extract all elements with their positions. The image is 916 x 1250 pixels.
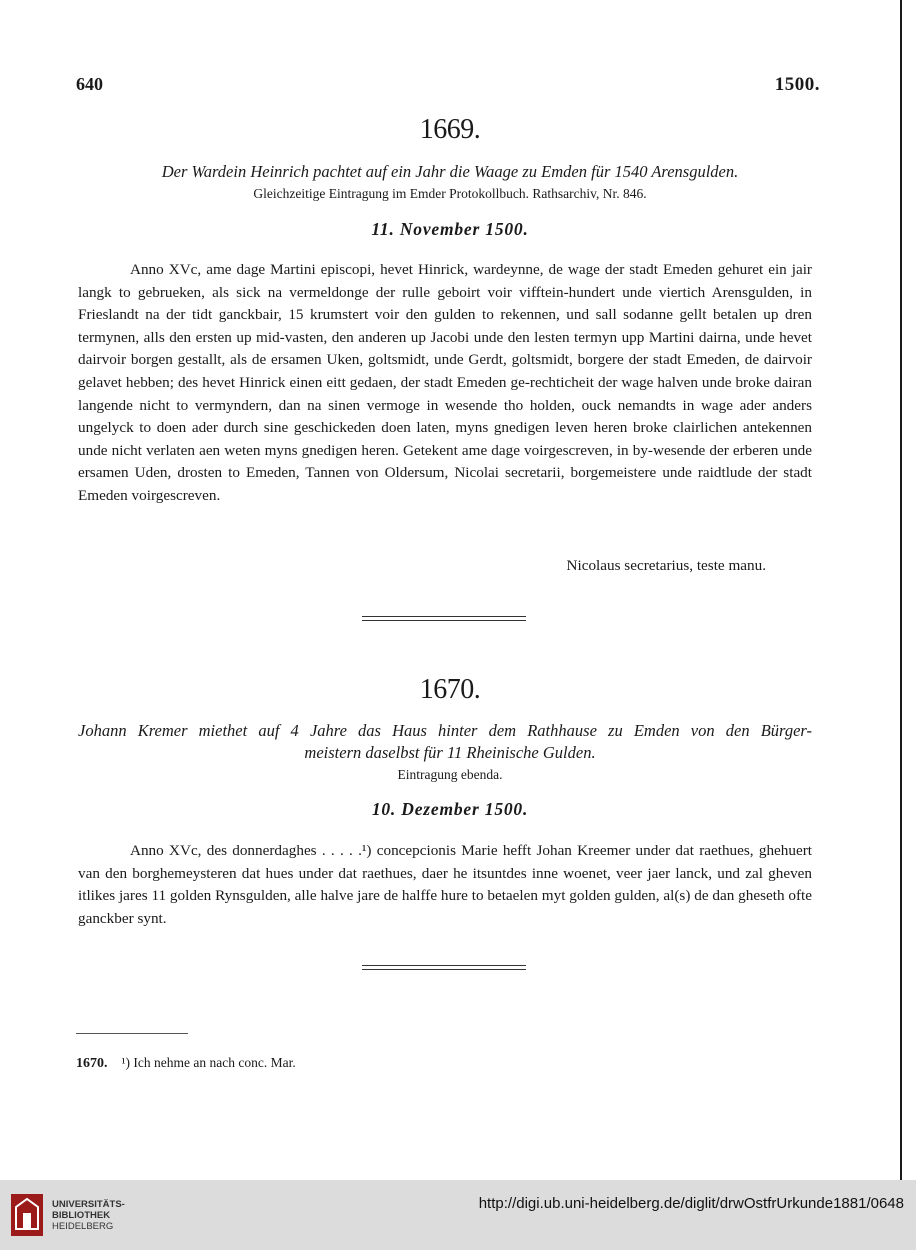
footnote: [76, 1055, 296, 1072]
university-seal-icon[interactable]: [10, 1193, 44, 1237]
library-name[interactable]: [52, 1199, 125, 1232]
document-source-1670: Eintragung ebenda.: [397, 767, 503, 782]
document-paragraph-1670: Anno XVc, des donnerdaghes . . . . .¹) concepcionis Marie hefft Johan Kreemer under dat raethues, ghehuert van den borghemeysteren dat hues under dat raethues, daer he itsuntdes inne woenet, veer jaer lanck, und zal gheven itlikes jares 11 golden Rynsgulden, alle halve jare de halffe hure to betaelen myt golden gulden, al(s) de dan gheseth ofte ganckber synt.: [78, 842, 812, 927]
document-signature-1669: Nicolaus secretarius, teste manu.: [566, 557, 766, 574]
page-number: 640: [76, 74, 103, 94]
document-number-1670: 1670.: [419, 674, 481, 705]
document-summary-1670-line1: Johann Kremer miethet auf 4 Jahre das Haus hinter dem Rathhause zu Emden von den Bürger-: [78, 721, 812, 740]
permalink-url[interactable]: http://digi.ub.uni-heidelberg.de/diglit/drwOstfrUrkunde1881/0648: [478, 1195, 904, 1212]
document-source-1669: Gleichzeitige Eintragung im Emder Protokollbuch. Rathsarchiv, Nr. 846.: [253, 186, 647, 201]
document-text-1670: [78, 840, 812, 930]
section-divider: [362, 965, 526, 970]
footnote-text: ¹) Ich nehme an nach conc. Mar.: [121, 1055, 296, 1070]
document-date-1669: 11. November 1500.: [371, 219, 529, 239]
footnote-number: 1670.: [76, 1056, 108, 1071]
document-text-1669: [78, 259, 812, 508]
running-year: 1500.: [774, 74, 820, 95]
footnote-separator: [76, 1033, 188, 1034]
document-number-1669: 1669.: [419, 114, 481, 145]
viewer-footer: [0, 1180, 916, 1250]
library-name-line3: HEIDELBERG: [52, 1221, 114, 1232]
document-date-1670: 10. Dezember 1500.: [371, 799, 529, 819]
page-edge: [900, 0, 916, 1180]
library-name-line2: BIBLIOTHEK: [52, 1210, 111, 1221]
section-divider: [362, 616, 526, 621]
library-name-line1: UNIVERSITÄTS-: [52, 1199, 125, 1210]
document-summary-1669: Der Wardein Heinrich pachtet auf ein Jahr die Waage zu Emden für 1540 Arensgulden.: [161, 162, 739, 181]
document-paragraph-1669: Anno XVc, ame dage Martini episcopi, hevet Hinrick, wardeynne, de wage der stadt Emeden gehuret ein jair langk to gebrueken, als sick na vermeldonge der rulle geboirt voir vifftein-hundert unde viertich Arensgulden, in Frieslandt na der tidt ganckbair, 15 krumstert voir den gulden to rekennen, und sall sodanne gellt betalen up dren termynen, alls den ersten up mid-vasten, den anderen up Jacobi unde den lesten termyn upp Martini dairna, unde hevet dairvoir borgen gestallt, als de ersamen Uken, goltsmidt, unde Gerdt, goltsmidt, borgere der stadt Emeden, de dairvoir gelavet hebben; des hevet Hinrick einen eitt gedaen, der stadt Emeden ge-rechticheit der wage halven unde broke dairan langende nicht to vermyndern, dan na sinen vermoge in wesende tho holden, ouck nemandts in wage ader anders ungelyck to doen ader durch sine geschickeden doen laten, myns gnedigen leven heren broke clairlichen antekennen unde nicht verlaten aen weten myns gnedigen heren. Getekent ame dage voirgescreven, in by-wesende der erberen unde ersamen Uden, drosten to Emeden, Tannen von Oldersum, Nicolai secretarii, borgemeistere unde raidtlude der stadt Emeden voirgescreven.: [78, 261, 812, 504]
document-summary-1670-line2: meistern daselbst für 11 Rheinische Gulden.: [304, 743, 596, 762]
